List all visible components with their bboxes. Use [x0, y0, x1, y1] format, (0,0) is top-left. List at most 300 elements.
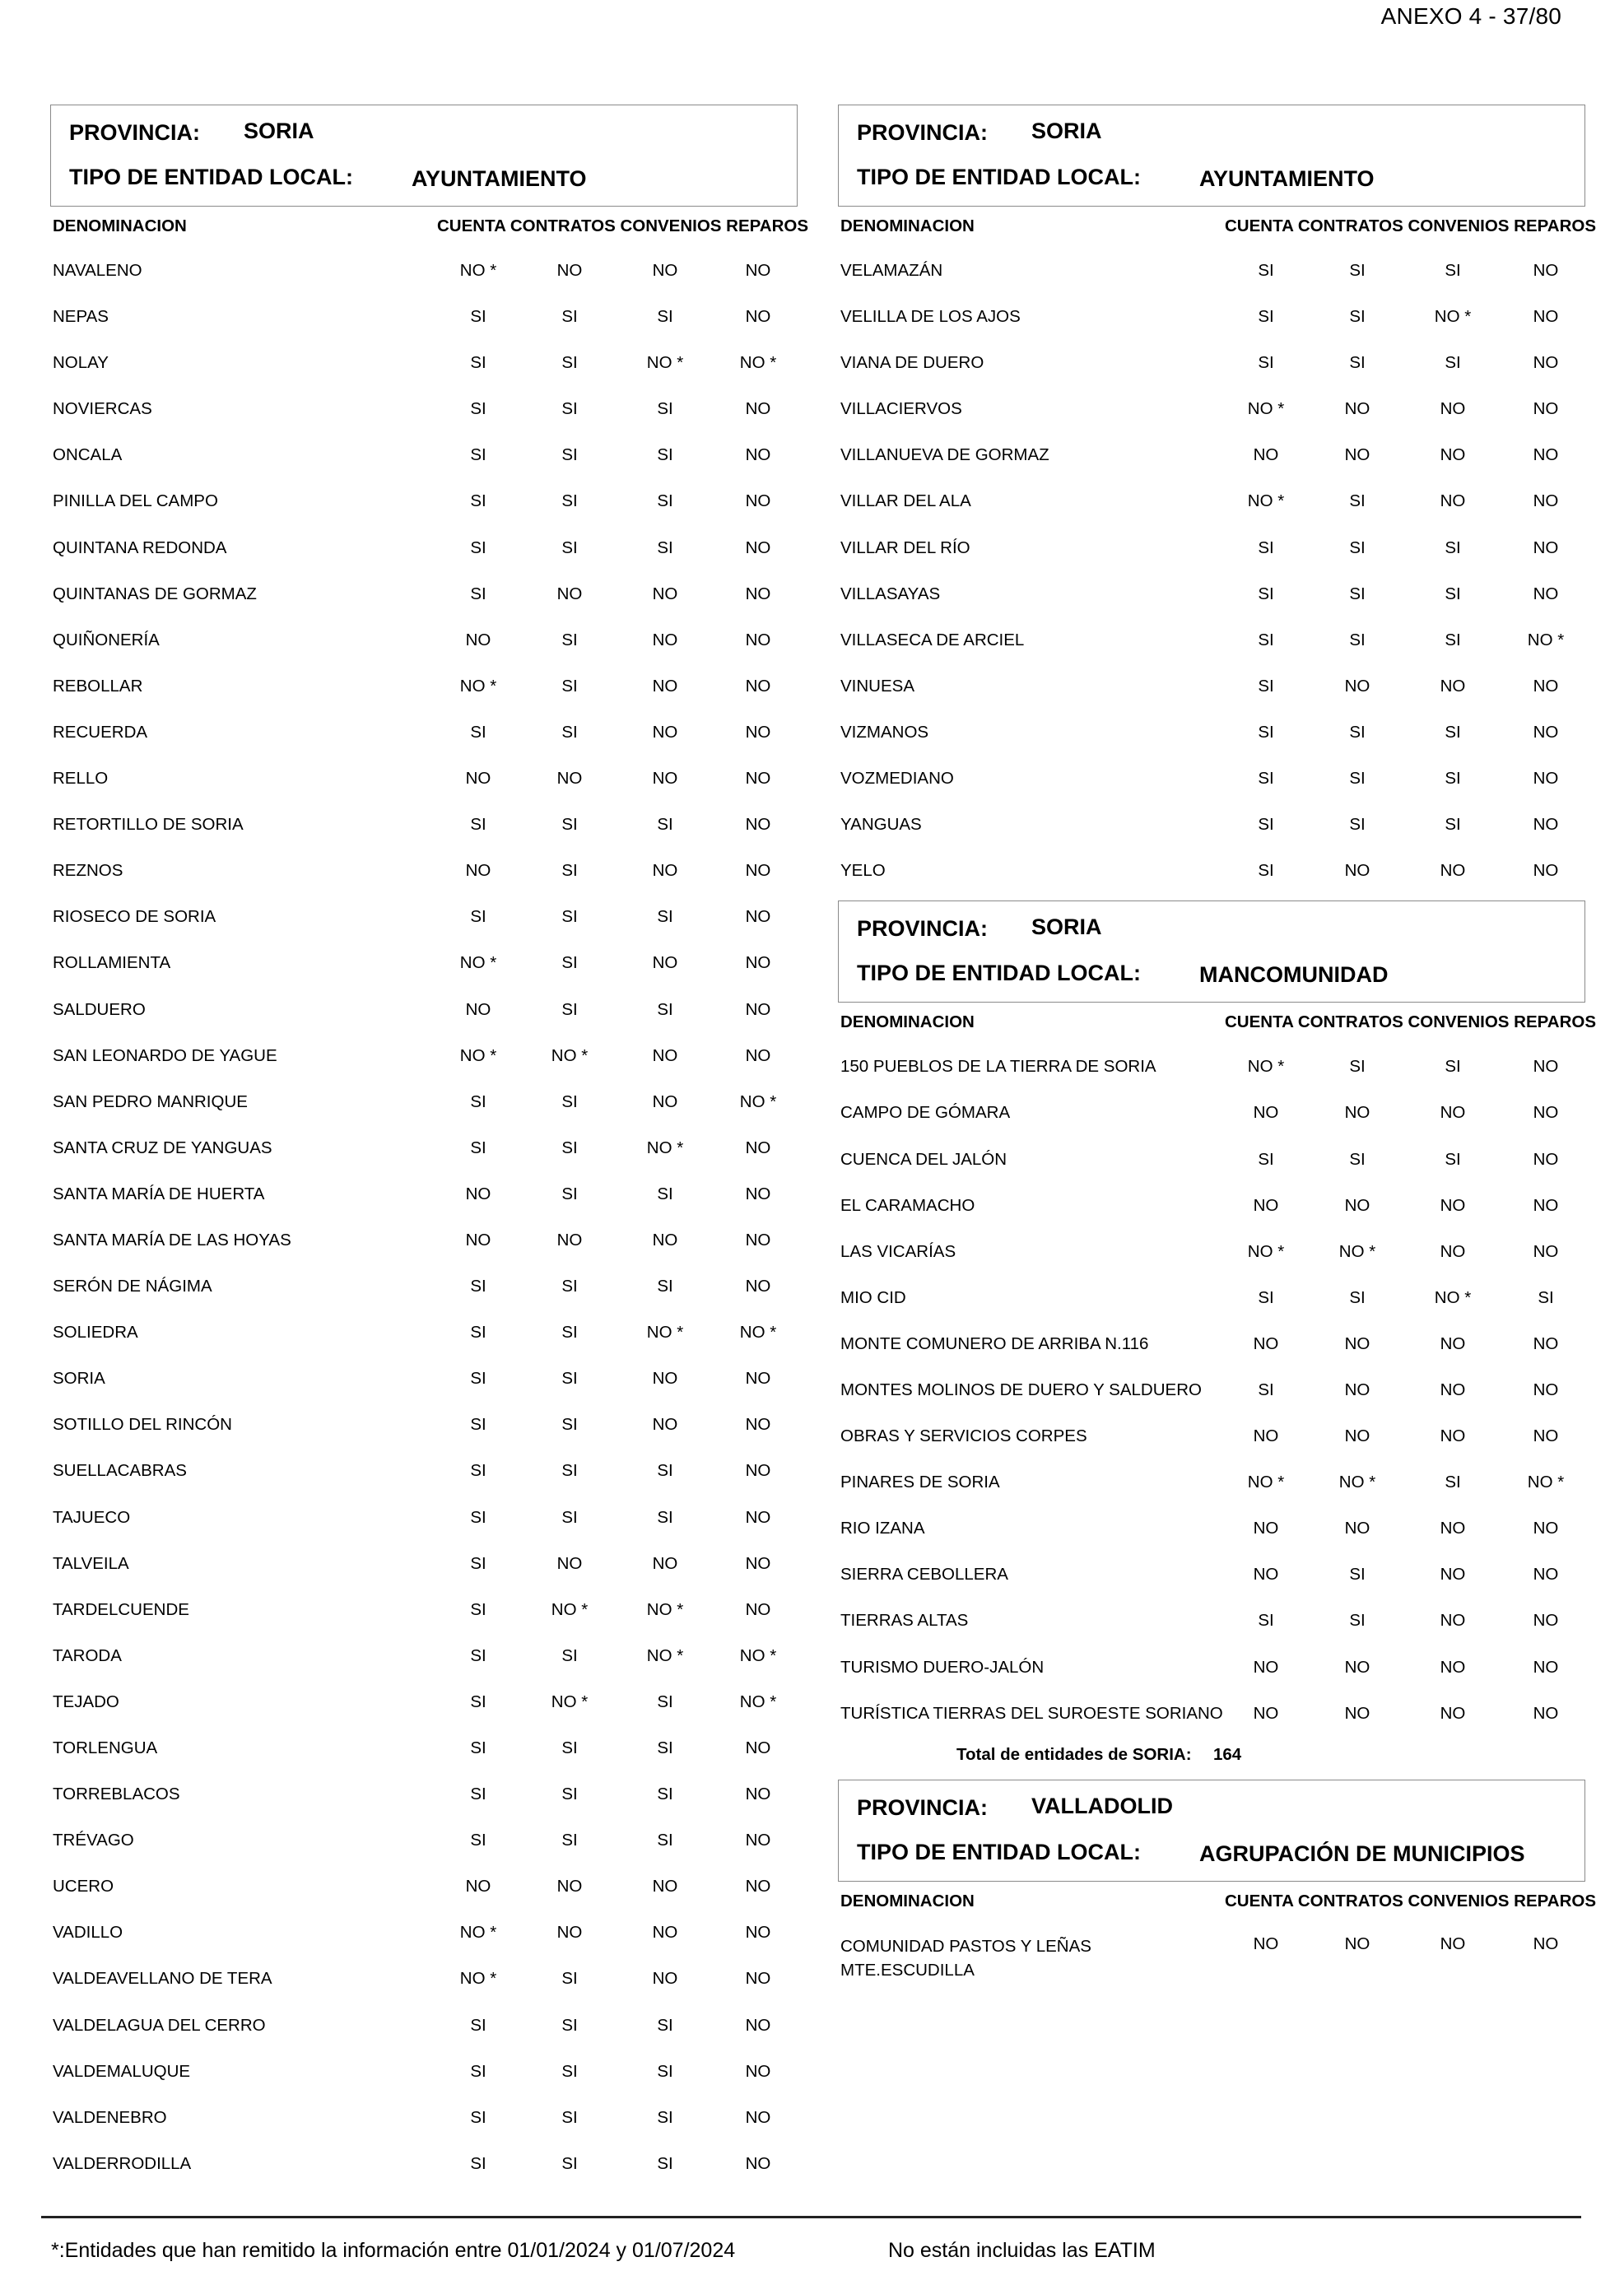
cell-reparos: NO [745, 1415, 771, 1435]
table-row [50, 754, 799, 800]
cell-reparos: NO [1533, 1380, 1559, 1399]
cell-convenios: SI [657, 999, 673, 1019]
row-name: YANGUAS [840, 815, 922, 835]
cell-reparos: NO [1533, 1057, 1559, 1077]
cell-contratos: NO [1344, 1426, 1370, 1446]
cell-reparos: NO [745, 999, 771, 1019]
row-name: REZNOS [53, 861, 123, 881]
table-body [838, 1042, 1587, 1734]
row-name: ONCALA [53, 445, 123, 465]
cell-convenios: SI [657, 2107, 673, 2127]
table-row [50, 570, 799, 616]
cell-convenios: NO [1440, 1195, 1466, 1215]
row-name: TORREBLACOS [53, 1785, 180, 1804]
cell-reparos: NO [1533, 538, 1559, 557]
cell-contratos: SI [561, 353, 578, 373]
cell-cuenta: NO [1253, 1195, 1279, 1215]
table-row [50, 708, 799, 754]
table-row [50, 1862, 799, 1908]
table-row [838, 708, 1587, 754]
cell-contratos: SI [561, 999, 578, 1019]
cell-convenios: NO [652, 261, 678, 280]
cell-reparos: NO [1533, 722, 1559, 742]
cell-convenios: SI [657, 1184, 673, 1203]
cell-contratos: SI [1349, 1149, 1366, 1169]
cell-contratos: NO [556, 1877, 583, 1896]
table-row [50, 1770, 799, 1816]
cell-reparos: NO [1533, 1333, 1559, 1353]
cell-contratos: SI [1349, 538, 1366, 557]
cell-cuenta: SI [470, 307, 486, 327]
cell-reparos: NO * [739, 1692, 777, 1711]
cell-reparos: NO [745, 1923, 771, 1943]
cell-contratos: SI [561, 2153, 578, 2173]
cell-convenios: NO [652, 676, 678, 696]
cell-contratos: NO [1344, 1519, 1370, 1538]
cell-reparos: NO [745, 1553, 771, 1573]
cell-reparos: NO [745, 1184, 771, 1203]
cell-reparos: NO [1533, 1519, 1559, 1538]
cell-convenios: NO [652, 861, 678, 881]
cell-cuenta: NO [465, 1877, 491, 1896]
row-name: SAN PEDRO MANRIQUE [53, 1091, 248, 1111]
cell-cuenta: SI [470, 1138, 486, 1157]
cell-cuenta: SI [470, 445, 486, 465]
cell-contratos: NO [1344, 1103, 1370, 1123]
cell-cuenta: SI [470, 2107, 486, 2127]
row-name: NAVALENO [53, 261, 142, 280]
cell-cuenta: NO [465, 1184, 491, 1203]
cell-cuenta: SI [1258, 353, 1274, 373]
cell-cuenta: NO * [1247, 1057, 1285, 1077]
cell-convenios: NO * [1434, 307, 1472, 327]
table-row [838, 616, 1587, 662]
cell-cuenta: NO [1253, 1333, 1279, 1353]
cell-cuenta: NO [465, 769, 491, 789]
row-name: VOZMEDIANO [840, 769, 954, 789]
table-row [50, 2001, 799, 2047]
row-name: TURÍSTICA TIERRAS DEL SUROESTE SORIANO [840, 1703, 1223, 1723]
cell-contratos: NO [1344, 1934, 1370, 1953]
table-row [50, 524, 799, 570]
cell-cuenta: SI [1258, 676, 1274, 696]
cell-convenios: SI [657, 1738, 673, 1757]
cell-convenios: SI [657, 907, 673, 927]
cell-reparos: NO [1533, 861, 1559, 881]
cell-contratos: SI [561, 815, 578, 835]
table-row [50, 246, 799, 292]
cell-reparos: NO [1533, 1703, 1559, 1723]
cell-cuenta: SI [1258, 722, 1274, 742]
cell-reparos: NO * [739, 1645, 777, 1665]
cell-reparos: NO * [739, 1323, 777, 1343]
cell-contratos: NO [1344, 1703, 1370, 1723]
table-row [50, 1678, 799, 1724]
cell-contratos: SI [561, 538, 578, 557]
table-row [50, 1493, 799, 1539]
cell-cuenta: SI [470, 1091, 486, 1111]
row-name: 150 PUEBLOS DE LA TIERRA DE SORIA [840, 1057, 1156, 1077]
cell-contratos: SI [1349, 769, 1366, 789]
table-row [50, 2139, 799, 2185]
row-name: QUIÑONERÍA [53, 630, 160, 649]
cell-contratos: NO [556, 769, 583, 789]
cell-cuenta: NO [465, 630, 491, 649]
cell-reparos: NO [1533, 353, 1559, 373]
cell-contratos: SI [561, 953, 578, 973]
table-row [838, 1135, 1587, 1181]
cell-contratos: NO * [1338, 1473, 1376, 1492]
cell-reparos: NO [745, 907, 771, 927]
cell-cuenta: NO * [459, 1045, 497, 1065]
cell-reparos: NO [745, 1230, 771, 1250]
cell-convenios: SI [1445, 769, 1461, 789]
left-column [50, 105, 809, 2185]
cell-convenios: NO [652, 584, 678, 603]
table-row [838, 800, 1587, 846]
cell-cuenta: SI [470, 538, 486, 557]
table-row [50, 662, 799, 708]
cell-convenios: NO [1440, 399, 1466, 419]
header-columns: CUENTA CONTRATOS CONVENIOS REPAROS [437, 216, 809, 235]
cell-convenios: SI [657, 1785, 673, 1804]
cell-cuenta: SI [1258, 538, 1274, 557]
entity-type-value: AYUNTAMIENTO [1199, 166, 1375, 191]
cell-contratos: SI [561, 1369, 578, 1389]
cell-cuenta: SI [470, 1461, 486, 1481]
table-header [838, 216, 1597, 249]
cell-reparos: NO [745, 1277, 771, 1296]
cell-contratos: NO [1344, 399, 1370, 419]
cell-cuenta: SI [1258, 584, 1274, 603]
total-row [838, 1735, 1587, 1773]
row-name: TALVEILA [53, 1553, 129, 1573]
cell-cuenta: SI [470, 1692, 486, 1711]
cell-reparos: NO [1533, 676, 1559, 696]
province-label: PROVINCIA: [857, 1794, 989, 1820]
cell-contratos: SI [561, 1738, 578, 1757]
table-row [838, 338, 1587, 384]
cell-contratos: SI [561, 445, 578, 465]
cell-convenios: NO [652, 630, 678, 649]
cell-cuenta: SI [470, 1277, 486, 1296]
cell-contratos: NO * [1338, 1241, 1376, 1261]
cell-convenios: SI [657, 2015, 673, 2035]
row-name: NOVIERCAS [53, 399, 152, 419]
table-row [838, 1088, 1587, 1134]
cell-reparos: SI [1538, 1287, 1554, 1307]
cell-reparos: NO [1533, 1934, 1559, 1953]
cell-reparos: NO [1533, 491, 1559, 511]
cell-convenios: NO [652, 769, 678, 789]
cell-reparos: NO [745, 1599, 771, 1619]
cell-convenios: SI [657, 491, 673, 511]
table-row [50, 1354, 799, 1400]
cell-contratos: NO [1344, 1195, 1370, 1215]
table-row [50, 846, 799, 892]
cell-reparos: NO [745, 1831, 771, 1850]
cell-cuenta: NO [1253, 445, 1279, 465]
cell-reparos: NO [745, 1045, 771, 1065]
cell-convenios: SI [657, 815, 673, 835]
cell-contratos: NO [1344, 861, 1370, 881]
row-name: VILLAR DEL ALA [840, 491, 971, 511]
cell-reparos: NO [745, 261, 771, 280]
cell-convenios: SI [1445, 1149, 1461, 1169]
cell-contratos: SI [561, 491, 578, 511]
table-row [838, 570, 1587, 616]
cell-reparos: NO [745, 1461, 771, 1481]
cell-cuenta: SI [1258, 815, 1274, 835]
row-name: MONTE COMUNERO DE ARRIBA N.116 [840, 1333, 1149, 1353]
cell-reparos: NO [745, 1369, 771, 1389]
cell-convenios: NO [652, 1369, 678, 1389]
cell-reparos: NO [1533, 769, 1559, 789]
table-row [50, 2047, 799, 2093]
cell-convenios: SI [1445, 630, 1461, 649]
row-name: VIZMANOS [840, 722, 929, 742]
row-name: SALDUERO [53, 999, 146, 1019]
table-row [50, 800, 799, 846]
row-name: VIANA DE DUERO [840, 353, 984, 373]
cell-convenios: NO [1440, 1103, 1466, 1123]
cell-cuenta: NO [1253, 1657, 1279, 1677]
table-row [50, 430, 799, 477]
cell-contratos: SI [561, 1184, 578, 1203]
cell-reparos: NO [745, 445, 771, 465]
cell-cuenta: NO [1253, 1565, 1279, 1585]
cell-contratos: NO [1344, 1380, 1370, 1399]
row-name: SUELLACABRAS [53, 1461, 187, 1481]
cell-contratos: SI [561, 1323, 578, 1343]
cell-convenios: NO [1440, 1657, 1466, 1677]
cell-convenios: SI [657, 2153, 673, 2173]
table-row [50, 1816, 799, 1862]
cell-contratos: NO * [551, 1045, 589, 1065]
cell-convenios: SI [657, 307, 673, 327]
row-name [840, 1934, 1091, 1982]
cell-contratos: NO [1344, 676, 1370, 696]
cell-contratos: NO [1344, 1657, 1370, 1677]
cell-cuenta: SI [470, 1323, 486, 1343]
cell-cuenta: SI [1258, 307, 1274, 327]
row-name: NEPAS [53, 307, 109, 327]
cell-reparos: NO [1533, 399, 1559, 419]
table-row [50, 384, 799, 430]
cell-convenios: SI [657, 399, 673, 419]
cell-cuenta: SI [470, 1553, 486, 1573]
cell-cuenta: SI [470, 1599, 486, 1619]
row-name: LAS VICARÍAS [840, 1241, 956, 1261]
table-row [838, 430, 1587, 477]
cell-contratos: SI [561, 630, 578, 649]
table-row [50, 1262, 799, 1308]
table-row [50, 338, 799, 384]
cell-reparos: NO * [1527, 630, 1565, 649]
cell-cuenta: NO * [459, 1923, 497, 1943]
cell-convenios: NO [652, 1877, 678, 1896]
total-value: 164 [1213, 1744, 1242, 1764]
cell-reparos: NO [1533, 1149, 1559, 1169]
cell-contratos: SI [561, 1831, 578, 1850]
province-box [50, 105, 798, 207]
cell-convenios: SI [1445, 1057, 1461, 1077]
right-column [838, 105, 1597, 1982]
cell-convenios: SI [657, 1461, 673, 1481]
table-row [838, 1596, 1587, 1642]
cell-convenios: NO [1440, 1934, 1466, 1953]
cell-cuenta: NO * [459, 261, 497, 280]
cell-reparos: NO [745, 1138, 771, 1157]
cell-convenios: SI [1445, 538, 1461, 557]
cell-contratos: SI [561, 1091, 578, 1111]
table-row [838, 1273, 1587, 1319]
cell-convenios: NO [1440, 1380, 1466, 1399]
row-name: TRÉVAGO [53, 1831, 134, 1850]
cell-contratos: SI [561, 1969, 578, 1989]
cell-convenios: NO [652, 1415, 678, 1435]
entity-type-label: TIPO DE ENTIDAD LOCAL: [857, 1839, 1141, 1864]
cell-contratos: SI [561, 722, 578, 742]
cell-cuenta: NO [465, 861, 491, 881]
cell-convenios: SI [1445, 261, 1461, 280]
cell-convenios: NO * [646, 1138, 684, 1157]
cell-reparos: NO [745, 1507, 771, 1527]
cell-contratos: NO [556, 584, 583, 603]
row-name: QUINTANAS DE GORMAZ [53, 584, 257, 603]
row-name: TARODA [53, 1645, 122, 1665]
row-name: PINARES DE SORIA [840, 1473, 1000, 1492]
cell-cuenta: SI [470, 2153, 486, 2173]
table-row [838, 846, 1587, 892]
table-row [50, 1124, 799, 1170]
header-denominacion: DENOMINACION [53, 216, 187, 235]
table-header [50, 216, 809, 249]
table-row [50, 1077, 799, 1124]
cell-cuenta: NO * [1247, 491, 1285, 511]
cell-contratos: NO * [551, 1599, 589, 1619]
table-row [838, 1181, 1587, 1227]
cell-convenios: NO [1440, 1611, 1466, 1631]
entity-type-label: TIPO DE ENTIDAD LOCAL: [857, 165, 1141, 189]
cell-cuenta: SI [1258, 861, 1274, 881]
table-row [50, 477, 799, 523]
province-box [838, 901, 1585, 1003]
cell-reparos: NO [1533, 1241, 1559, 1261]
row-name: TIERRAS ALTAS [840, 1611, 969, 1631]
footer-eatim-note: No están incluidas las EATIM [888, 2239, 1156, 2262]
cell-reparos: NO [1533, 1657, 1559, 1677]
header-columns: CUENTA CONTRATOS CONVENIOS REPAROS [1225, 216, 1597, 235]
cell-contratos: SI [561, 2061, 578, 2081]
cell-reparos: NO [745, 491, 771, 511]
row-name: QUINTANA REDONDA [53, 538, 227, 557]
cell-contratos: SI [561, 861, 578, 881]
cell-contratos: SI [1349, 491, 1366, 511]
cell-reparos: NO [745, 1969, 771, 1989]
row-name: SOTILLO DEL RINCÓN [53, 1415, 232, 1435]
cell-reparos: NO [745, 399, 771, 419]
cell-cuenta: NO * [1247, 1241, 1285, 1261]
cell-contratos: SI [561, 307, 578, 327]
cell-reparos: NO [745, 1738, 771, 1757]
row-name: VALDENEBRO [53, 2107, 167, 2127]
cell-reparos: NO [745, 722, 771, 742]
cell-cuenta: NO [465, 999, 491, 1019]
cell-cuenta: NO * [459, 953, 497, 973]
table-row [838, 1366, 1587, 1412]
table-row [50, 1216, 799, 1262]
entity-type-label: TIPO DE ENTIDAD LOCAL: [857, 961, 1141, 986]
row-name: MIO CID [840, 1287, 906, 1307]
cell-convenios: SI [1445, 1473, 1461, 1492]
cell-cuenta: NO [1253, 1934, 1279, 1953]
row-name: OBRAS Y SERVICIOS CORPES [840, 1426, 1087, 1446]
cell-contratos: NO [1344, 1333, 1370, 1353]
row-name: VALDERRODILLA [53, 2153, 192, 2173]
cell-reparos: NO [1533, 1195, 1559, 1215]
cell-contratos: SI [561, 2107, 578, 2127]
row-name: SAN LEONARDO DE YAGUE [53, 1045, 277, 1065]
total-label: Total de entidades de SORIA: [956, 1744, 1192, 1764]
table-row [50, 1446, 799, 1492]
table-header [838, 1891, 1597, 1924]
cell-reparos: NO [745, 2015, 771, 2035]
province-value: VALLADOLID [1031, 1793, 1173, 1818]
row-name: SERÓN DE NÁGIMA [53, 1277, 212, 1296]
cell-convenios: SI [1445, 722, 1461, 742]
table-row [838, 1412, 1587, 1458]
cell-contratos: SI [561, 1415, 578, 1435]
cell-contratos: SI [1349, 1057, 1366, 1077]
cell-convenios: NO [652, 1923, 678, 1943]
cell-contratos: SI [1349, 1611, 1366, 1631]
province-value: SORIA [1031, 119, 1102, 143]
cell-reparos: NO [745, 1877, 771, 1896]
row-name: MONTES MOLINOS DE DUERO Y SALDUERO [840, 1380, 1202, 1399]
cell-cuenta: SI [1258, 1380, 1274, 1399]
row-name: ROLLAMIENTA [53, 953, 171, 973]
row-name: VALDEAVELLANO DE TERA [53, 1969, 272, 1989]
page-reference: ANEXO 4 - 37/80 [1380, 3, 1561, 29]
cell-reparos: NO [1533, 307, 1559, 327]
row-name: VELAMAZÁN [840, 261, 943, 280]
cell-convenios: SI [657, 1277, 673, 1296]
cell-convenios: NO * [646, 1599, 684, 1619]
row-name: UCERO [53, 1877, 114, 1896]
cell-cuenta: SI [470, 2061, 486, 2081]
header-denominacion: DENOMINACION [840, 1891, 975, 1910]
province-box [838, 1780, 1585, 1882]
cell-reparos: NO [745, 815, 771, 835]
row-name: SOLIEDRA [53, 1323, 138, 1343]
header-denominacion: DENOMINACION [840, 216, 975, 235]
row-name: VILLACIERVOS [840, 399, 962, 419]
cell-cuenta: SI [470, 1785, 486, 1804]
cell-convenios: NO [1440, 1426, 1466, 1446]
cell-cuenta: SI [470, 815, 486, 835]
cell-contratos: SI [1349, 353, 1366, 373]
cell-convenios: NO [1440, 1519, 1466, 1538]
cell-contratos: SI [561, 2015, 578, 2035]
cell-convenios: NO * [646, 1645, 684, 1665]
row-name: VALDELAGUA DEL CERRO [53, 2015, 266, 2035]
cell-contratos: SI [1349, 630, 1366, 649]
cell-reparos: NO [1533, 1426, 1559, 1446]
cell-reparos: NO * [739, 1091, 777, 1111]
cell-convenios: NO [652, 1553, 678, 1573]
cell-cuenta: NO [465, 1230, 491, 1250]
